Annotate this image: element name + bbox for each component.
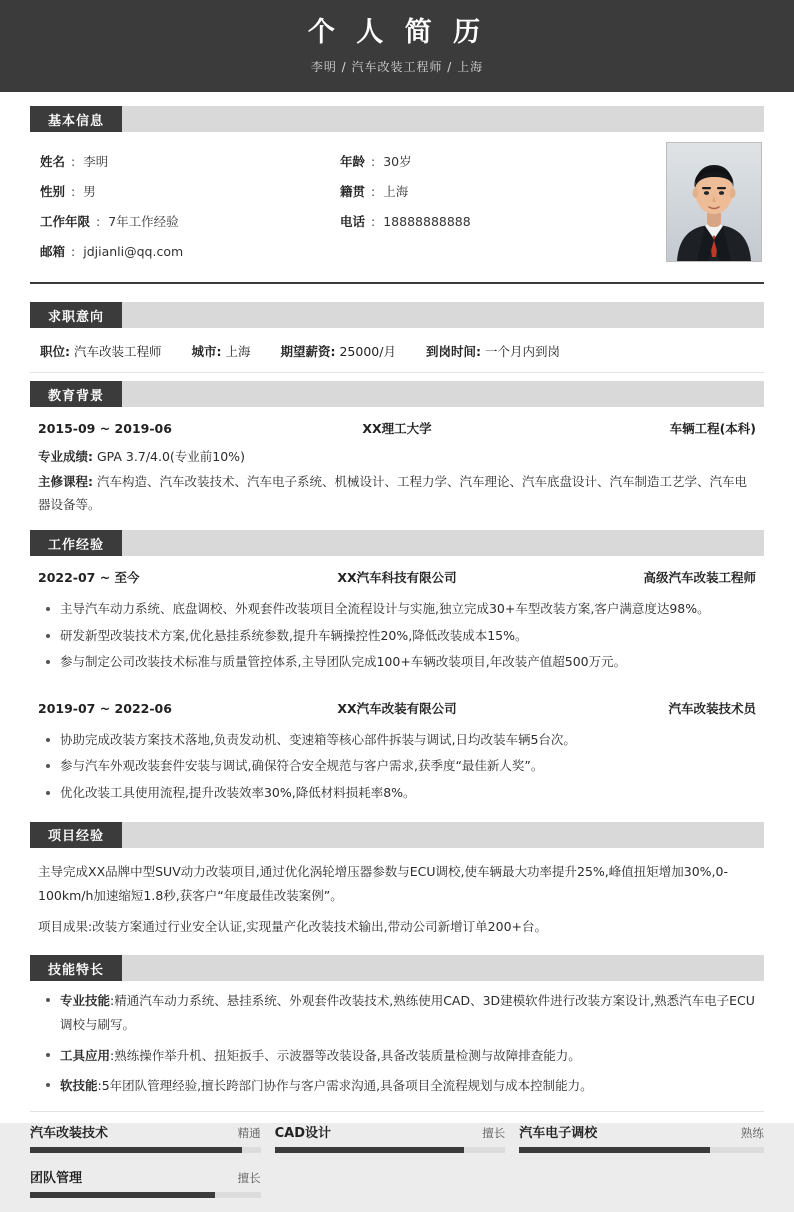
basic-field-hometown xyxy=(330,176,630,206)
section-bar-fill xyxy=(122,381,764,407)
field-label: 姓名 xyxy=(40,154,66,169)
work-company: XX汽车改装有限公司 xyxy=(337,701,457,717)
skill-bar-fill xyxy=(30,1147,242,1153)
field-label: 性别 xyxy=(40,184,66,199)
skill-bar-level: 精通 xyxy=(237,1125,261,1140)
section-title-work: 工作经验 xyxy=(30,530,122,556)
basic-info-grid xyxy=(30,146,630,266)
list-item xyxy=(60,1044,756,1068)
section-title-project: 项目经验 xyxy=(30,822,122,848)
work-points xyxy=(30,727,764,806)
project-block xyxy=(30,848,764,939)
header-subtitle: 李明 / 汽车改装工程师 / 上海 xyxy=(310,60,484,75)
intent-position xyxy=(40,342,162,360)
work-period: 2019-07 ~ 2022-06 xyxy=(38,700,172,716)
field-colon: : xyxy=(371,153,376,169)
intent-value: 一个月内到岗 xyxy=(484,344,560,359)
section-title-intent: 求职意向 xyxy=(30,302,122,328)
field-value: jdjianli@qq.com xyxy=(83,243,184,259)
skill-bar-item xyxy=(30,1167,275,1198)
work-row xyxy=(30,556,764,592)
field-colon: : xyxy=(96,213,101,229)
intent-label: 期望薪资: xyxy=(280,344,336,359)
section-bar-fill xyxy=(122,302,764,328)
education-block xyxy=(30,407,764,516)
list-item: 参与汽车外观改装套件安装与调试,确保符合安全规范与客户需求,获季度“最佳新人奖”。 xyxy=(60,753,756,779)
skill-bar-name: 团队管理 xyxy=(30,1170,83,1186)
field-label: 邮箱 xyxy=(40,244,66,259)
field-label: 电话 xyxy=(340,214,366,229)
list-item xyxy=(60,989,756,1038)
field-colon: : xyxy=(71,243,76,259)
intent-value: 汽车改装工程师 xyxy=(73,344,162,359)
work-row xyxy=(30,687,764,723)
section-header-intent xyxy=(30,302,764,328)
skill-bar-fill xyxy=(30,1192,215,1198)
field-colon: : xyxy=(371,183,376,199)
intent-available xyxy=(426,342,560,360)
intent-value: 上海 xyxy=(225,344,251,359)
section-header-basic xyxy=(30,106,764,132)
skill-label: 专业技能 xyxy=(60,993,111,1008)
education-period: 2015-09 ~ 2019-06 xyxy=(38,420,172,436)
section-header-skills xyxy=(30,955,764,981)
field-value: 18888888888 xyxy=(383,213,471,229)
intent-label: 职位: xyxy=(40,344,70,359)
section-header-project xyxy=(30,822,764,848)
education-courses xyxy=(30,468,764,516)
section-header-work xyxy=(30,530,764,556)
basic-field-gender xyxy=(30,176,330,206)
education-courses-label: 主修课程: xyxy=(38,474,93,490)
list-item: 研发新型改装技术方案,优化悬挂系统参数,提升车辆操控性20%,降低改装成本15%。 xyxy=(60,623,756,649)
section-bar-fill xyxy=(122,955,764,981)
skill-bar-level: 擅长 xyxy=(237,1170,261,1185)
section-title-skills: 技能特长 xyxy=(30,955,122,981)
work-company: XX汽车科技有限公司 xyxy=(337,570,457,586)
skill-bar-track xyxy=(30,1147,261,1153)
project-paragraph-1: 主导完成XX品牌中型SUV动力改装项目,通过优化涡轮增压器参数与ECU调校,使车辆最大功率提升25%,峰值扭矩增加30%,0-100km/h加速缩短1.8秒,获客户“年度最佳改装案例”。 xyxy=(38,863,728,904)
work-block-1 xyxy=(30,556,764,675)
field-colon: : xyxy=(371,213,376,229)
list-item: 主导汽车动力系统、底盘调校、外观套件改装项目全流程设计与实施,独立完成30+车型改装方案,客户满意度达98%。 xyxy=(60,596,756,622)
basic-field-age xyxy=(330,146,630,176)
page-title: 个 人 简 历 xyxy=(307,16,487,48)
job-intent-row xyxy=(30,328,764,373)
skill-bar-track xyxy=(275,1147,506,1153)
field-label: 工作年限 xyxy=(40,214,91,229)
skill-bar-head xyxy=(30,1167,261,1186)
section-title-basic: 基本信息 xyxy=(30,106,122,132)
skill-text: :熟练操作举升机、扭矩扳手、示波器等改装设备,具备改装质量检测与故障排查能力。 xyxy=(110,1047,581,1063)
skills-list xyxy=(30,989,764,1099)
field-label: 籍贯 xyxy=(340,184,366,199)
education-grade xyxy=(30,443,764,468)
work-block-2 xyxy=(30,687,764,806)
skill-bar-name: 汽车电子调校 xyxy=(519,1125,598,1141)
field-value: 7年工作经验 xyxy=(108,214,179,229)
basic-field-phone xyxy=(330,206,630,236)
work-points xyxy=(30,596,764,675)
skill-bars xyxy=(30,1111,764,1212)
education-grade-label: 专业成绩: xyxy=(38,449,93,464)
field-value: 上海 xyxy=(383,184,409,199)
resume-header xyxy=(0,0,794,92)
intent-salary xyxy=(281,342,396,360)
avatar xyxy=(666,142,762,262)
work-title: 高级汽车改装工程师 xyxy=(643,570,756,586)
skill-bar-track xyxy=(30,1192,261,1198)
section-title-education: 教育背景 xyxy=(30,381,122,407)
work-period: 2022-07 ~ 至今 xyxy=(38,570,140,586)
skill-text: :精通汽车动力系统、悬挂系统、外观套件改装技术,熟练使用CAD、3D建模软件进行改装方案设计,熟悉汽车电子ECU调校与刷写。 xyxy=(60,993,755,1033)
skill-bar-name: 汽车改装技术 xyxy=(30,1125,109,1141)
basic-field-email xyxy=(30,236,330,266)
list-item: 协助完成改装方案技术落地,负责发动机、变速箱等核心部件拆装与调试,日均改装车辆5台次。 xyxy=(60,727,756,753)
skill-label: 软技能 xyxy=(60,1078,98,1094)
section-bar-fill xyxy=(122,822,764,848)
education-grade-value: GPA 3.7/4.0(专业前10%) xyxy=(96,449,245,464)
skill-text: :5年团队管理经验,擅长跨部门协作与客户需求沟通,具备项目全流程规划与成本控制能力。 xyxy=(97,1078,593,1094)
intent-label: 到岗时间: xyxy=(425,344,481,359)
intent-value: 25000/月 xyxy=(339,344,396,359)
section-bar-fill xyxy=(122,106,764,132)
skill-bar-level: 熟练 xyxy=(740,1125,764,1140)
skill-label: 工具应用 xyxy=(60,1047,111,1063)
skill-bar-item xyxy=(275,1122,520,1153)
skill-bar-head xyxy=(30,1122,261,1141)
education-major: 车辆工程(本科) xyxy=(669,421,756,436)
list-item xyxy=(60,1074,756,1098)
skill-bar-level: 擅长 xyxy=(482,1125,506,1140)
basic-field-name xyxy=(30,146,330,176)
skill-bar-item xyxy=(519,1122,764,1153)
education-school: XX理工大学 xyxy=(362,421,432,436)
skill-bar-fill xyxy=(275,1147,464,1153)
basic-field-experience xyxy=(30,206,330,236)
section-header-education xyxy=(30,381,764,407)
field-value: 男 xyxy=(83,184,96,199)
field-label: 年龄 xyxy=(340,154,366,169)
skill-bar-head xyxy=(519,1122,764,1141)
education-row xyxy=(30,407,764,443)
field-colon: : xyxy=(71,183,76,199)
basic-info-block xyxy=(30,132,764,284)
field-value: 30岁 xyxy=(383,154,412,169)
intent-label: 城市: xyxy=(191,344,222,359)
skill-bar-item xyxy=(30,1122,275,1153)
skill-bar-track xyxy=(519,1147,764,1153)
work-title: 汽车改装技术员 xyxy=(668,701,756,717)
skill-bar-name: CAD设计 xyxy=(274,1125,332,1141)
list-item: 优化改装工具使用流程,提升改装效率30%,降低材料损耗率8%。 xyxy=(60,780,756,806)
project-paragraph-2: 项目成果:改装方案通过行业安全认证,实现量产化改装技术输出,带动公司新增订单200+台。 xyxy=(38,918,547,934)
field-colon: : xyxy=(71,153,76,169)
skill-bar-head xyxy=(275,1122,506,1141)
list-item: 参与制定公司改装技术标准与质量管控体系,主导团队完成100+车辆改装项目,年改装产值超500万元。 xyxy=(60,649,756,675)
education-courses-value: 汽车构造、汽车改装技术、汽车电子系统、机械设计、工程力学、汽车理论、汽车底盘设计、汽车制造工艺学、汽车电器设备等。 xyxy=(38,474,747,513)
intent-city xyxy=(192,342,251,360)
skill-bar-fill xyxy=(519,1147,710,1153)
section-bar-fill xyxy=(122,530,764,556)
field-value: 李明 xyxy=(83,154,109,169)
